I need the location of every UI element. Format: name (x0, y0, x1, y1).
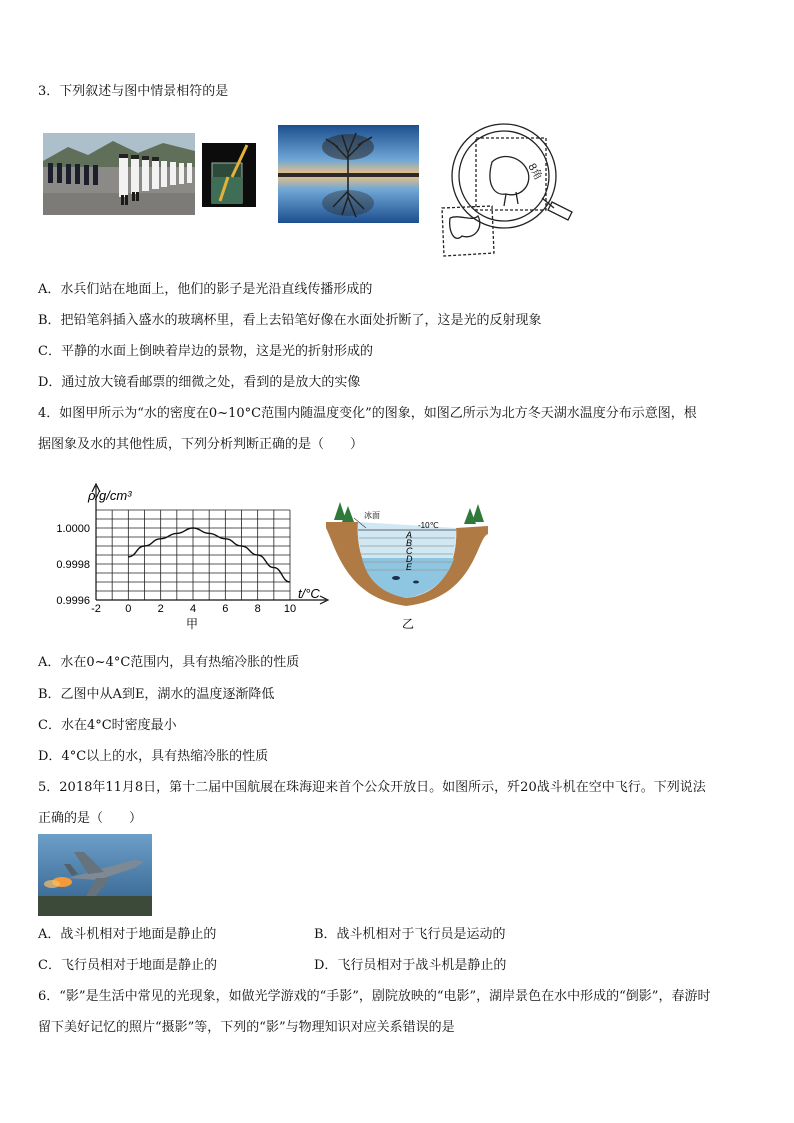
q5-option-a: A．战斗机相对于地面是静止的 (38, 927, 217, 942)
x-tick-label: 2 (157, 603, 164, 615)
q5-option-b: B．战斗机相对于飞行员是运动的 (314, 927, 506, 942)
y-tick-label: 0.9996 (56, 595, 90, 607)
q6-stem-line1: 6．“影”是生活中常见的光现象，如做光学游戏的“手影”，剧院放映的“电影”，湖岸景色在水中形成的“倒影”，春游时 (38, 989, 711, 1004)
magnifier-stamp-drawing (432, 118, 590, 260)
figure-jia-caption: 甲 (186, 617, 199, 631)
q3-option-c: C．平静的水面上倒映着岸边的景物，这是光的折射形成的 (38, 344, 373, 359)
lake-temperature-diagram (326, 498, 488, 638)
x-tick-label: 10 (283, 603, 297, 615)
q3-option-a: A．水兵们站在地面上，他们的影子是光沿直线传播形成的 (38, 282, 373, 297)
y-tick-label: 0.9998 (56, 559, 90, 571)
q3-stem: 3．下列叙述与图中情景相符的是 (38, 84, 229, 99)
x-tick-label: -2 (91, 603, 101, 615)
sailors-photo (43, 133, 195, 215)
x-axis-label: t/°C (298, 586, 320, 601)
lake-layer-label: B (406, 538, 413, 548)
q3-option-b: B．把铅笔斜插入盛水的玻璃杯里，看上去铅笔好像在水面处折断了，这是光的反射现象 (38, 313, 542, 328)
q6-stem-line2: 留下美好记忆的照片“摄影”等，下列的“影”与物理知识对应关系错误的是 (38, 1020, 455, 1035)
lake-layer-label: C (406, 546, 413, 556)
lake-reflection-photo (278, 125, 419, 223)
ice-surface-label: 冰面 (364, 511, 380, 520)
y-axis-label: ρ/g/cm³ (88, 488, 132, 503)
q3-option-d: D．通过放大镜看邮票的细微之处，看到的是放大的实像 (38, 375, 361, 390)
x-tick-label: 0 (125, 603, 132, 615)
density-temperature-chart (40, 478, 335, 633)
q5-option-c: C．飞行员相对于地面是静止的 (38, 958, 217, 973)
q4-option-d: D．4°C以上的水，具有热缩冷胀的性质 (38, 749, 269, 764)
stamp-value-label: 8角 (525, 161, 545, 183)
lake-layer-label: A (406, 530, 413, 540)
fighter-jet-photo (38, 834, 152, 916)
q4-option-a: A．水在0~4°C范围内，具有热缩冷胀的性质 (38, 655, 300, 670)
y-tick-label: 1.0000 (56, 523, 90, 535)
x-tick-label: 4 (189, 603, 197, 615)
figure-yi-caption: 乙 (402, 617, 415, 631)
q4-stem-line1: 4．如图甲所示为“水的密度在0~10°C范围内随温度变化”的图象，如图乙所示为北方冬天湖水温度分布示意图，根 (38, 406, 697, 421)
pencil-in-glass-photo (202, 143, 256, 207)
q5-stem-line1: 5．2018年11月8日，第十二届中国航展在珠海迎来首个公众开放日。如图所示，歼20战斗机在空中飞行。下列说法 (38, 780, 706, 795)
q5-stem-line2: 正确的是（ ） (38, 811, 143, 826)
x-tick-label: 6 (222, 603, 229, 615)
q5-option-d: D．飞行员相对于战斗机是静止的 (314, 958, 507, 973)
q4-stem-line2: 据图象及水的其他性质，下列分析判断正确的是（ ） (38, 437, 364, 452)
lake-layer-label: D (406, 554, 413, 564)
lake-layer-label: E (406, 562, 413, 572)
q4-option-c: C．水在4°C时密度最小 (38, 718, 177, 733)
x-tick-label: 8 (254, 603, 261, 615)
q4-option-b: B．乙图中从A到E，湖水的温度逐渐降低 (38, 687, 275, 702)
air-temperature-label: -10℃ (418, 521, 439, 530)
